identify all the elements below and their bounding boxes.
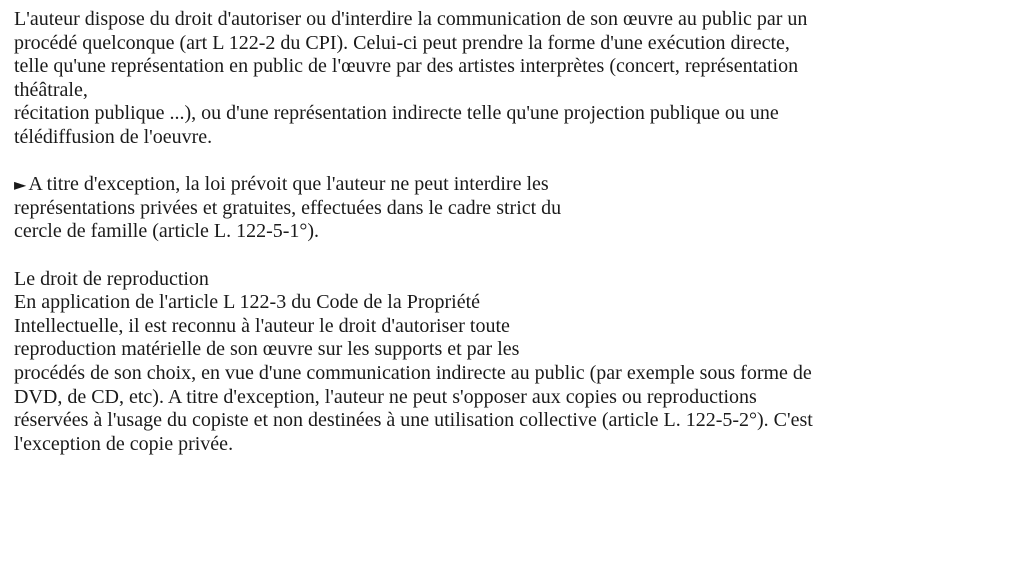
paragraph-spacer [14, 244, 1014, 268]
text-line: DVD, de CD, etc). A titre d'exception, l'auteur ne peut s'opposer aux copies ou reproductions [14, 385, 757, 408]
text-line [14, 173, 1014, 197]
document-body [14, 8, 1014, 456]
text-line: l'exception de copie privée. [14, 432, 234, 455]
text-line: reproduction matérielle de son œuvre sur les supports et par les [14, 338, 520, 361]
text-line: procédés de son choix, en vue d'une communication indirecte au public (par exemple sous forme de [14, 361, 812, 384]
text-line: Intellectuelle, il est reconnu à l'auteur le droit d'autoriser toute [14, 314, 510, 337]
text-line: représentations privées et gratuites, effectuées dans le cadre strict du [14, 196, 562, 219]
text-line: télédiffusion de l'oeuvre. [14, 125, 213, 148]
paragraph-spacer [14, 150, 1014, 174]
text-line: L'auteur dispose du droit d'autoriser ou d'interdire la communication de son œuvre au public par un [14, 8, 808, 30]
text-line: telle qu'une représentation en public de l'œuvre par des artistes interprètes (concert, représentation [14, 55, 799, 78]
text-line: procédé quelconque (art L 122-2 du CPI). Celui-ci peut prendre la forme d'une exécution directe, [14, 31, 790, 54]
text-line: théâtrale, [14, 78, 88, 101]
text-line: cercle de famille (article L. 122-5-1°). [14, 220, 320, 243]
text-line: récitation publique ...), ou d'une représentation indirecte telle qu'une projection publique ou une [14, 102, 779, 125]
paragraph-exception-private-performance [14, 173, 1014, 244]
paragraph-reproduction-right [14, 268, 1014, 457]
right-pointer-icon: ► [14, 175, 27, 195]
text-line: En application de l'article L 122-3 du Code de la Propriété [14, 291, 481, 314]
section-heading: Le droit de reproduction [14, 267, 209, 290]
paragraph-communication-right [14, 8, 1014, 150]
text-line-content: A titre d'exception, la loi prévoit que l'auteur ne peut interdire les [28, 173, 549, 196]
text-line: réservées à l'usage du copiste et non destinées à une utilisation collective (article L. 122-5-2°). C'est [14, 409, 813, 432]
